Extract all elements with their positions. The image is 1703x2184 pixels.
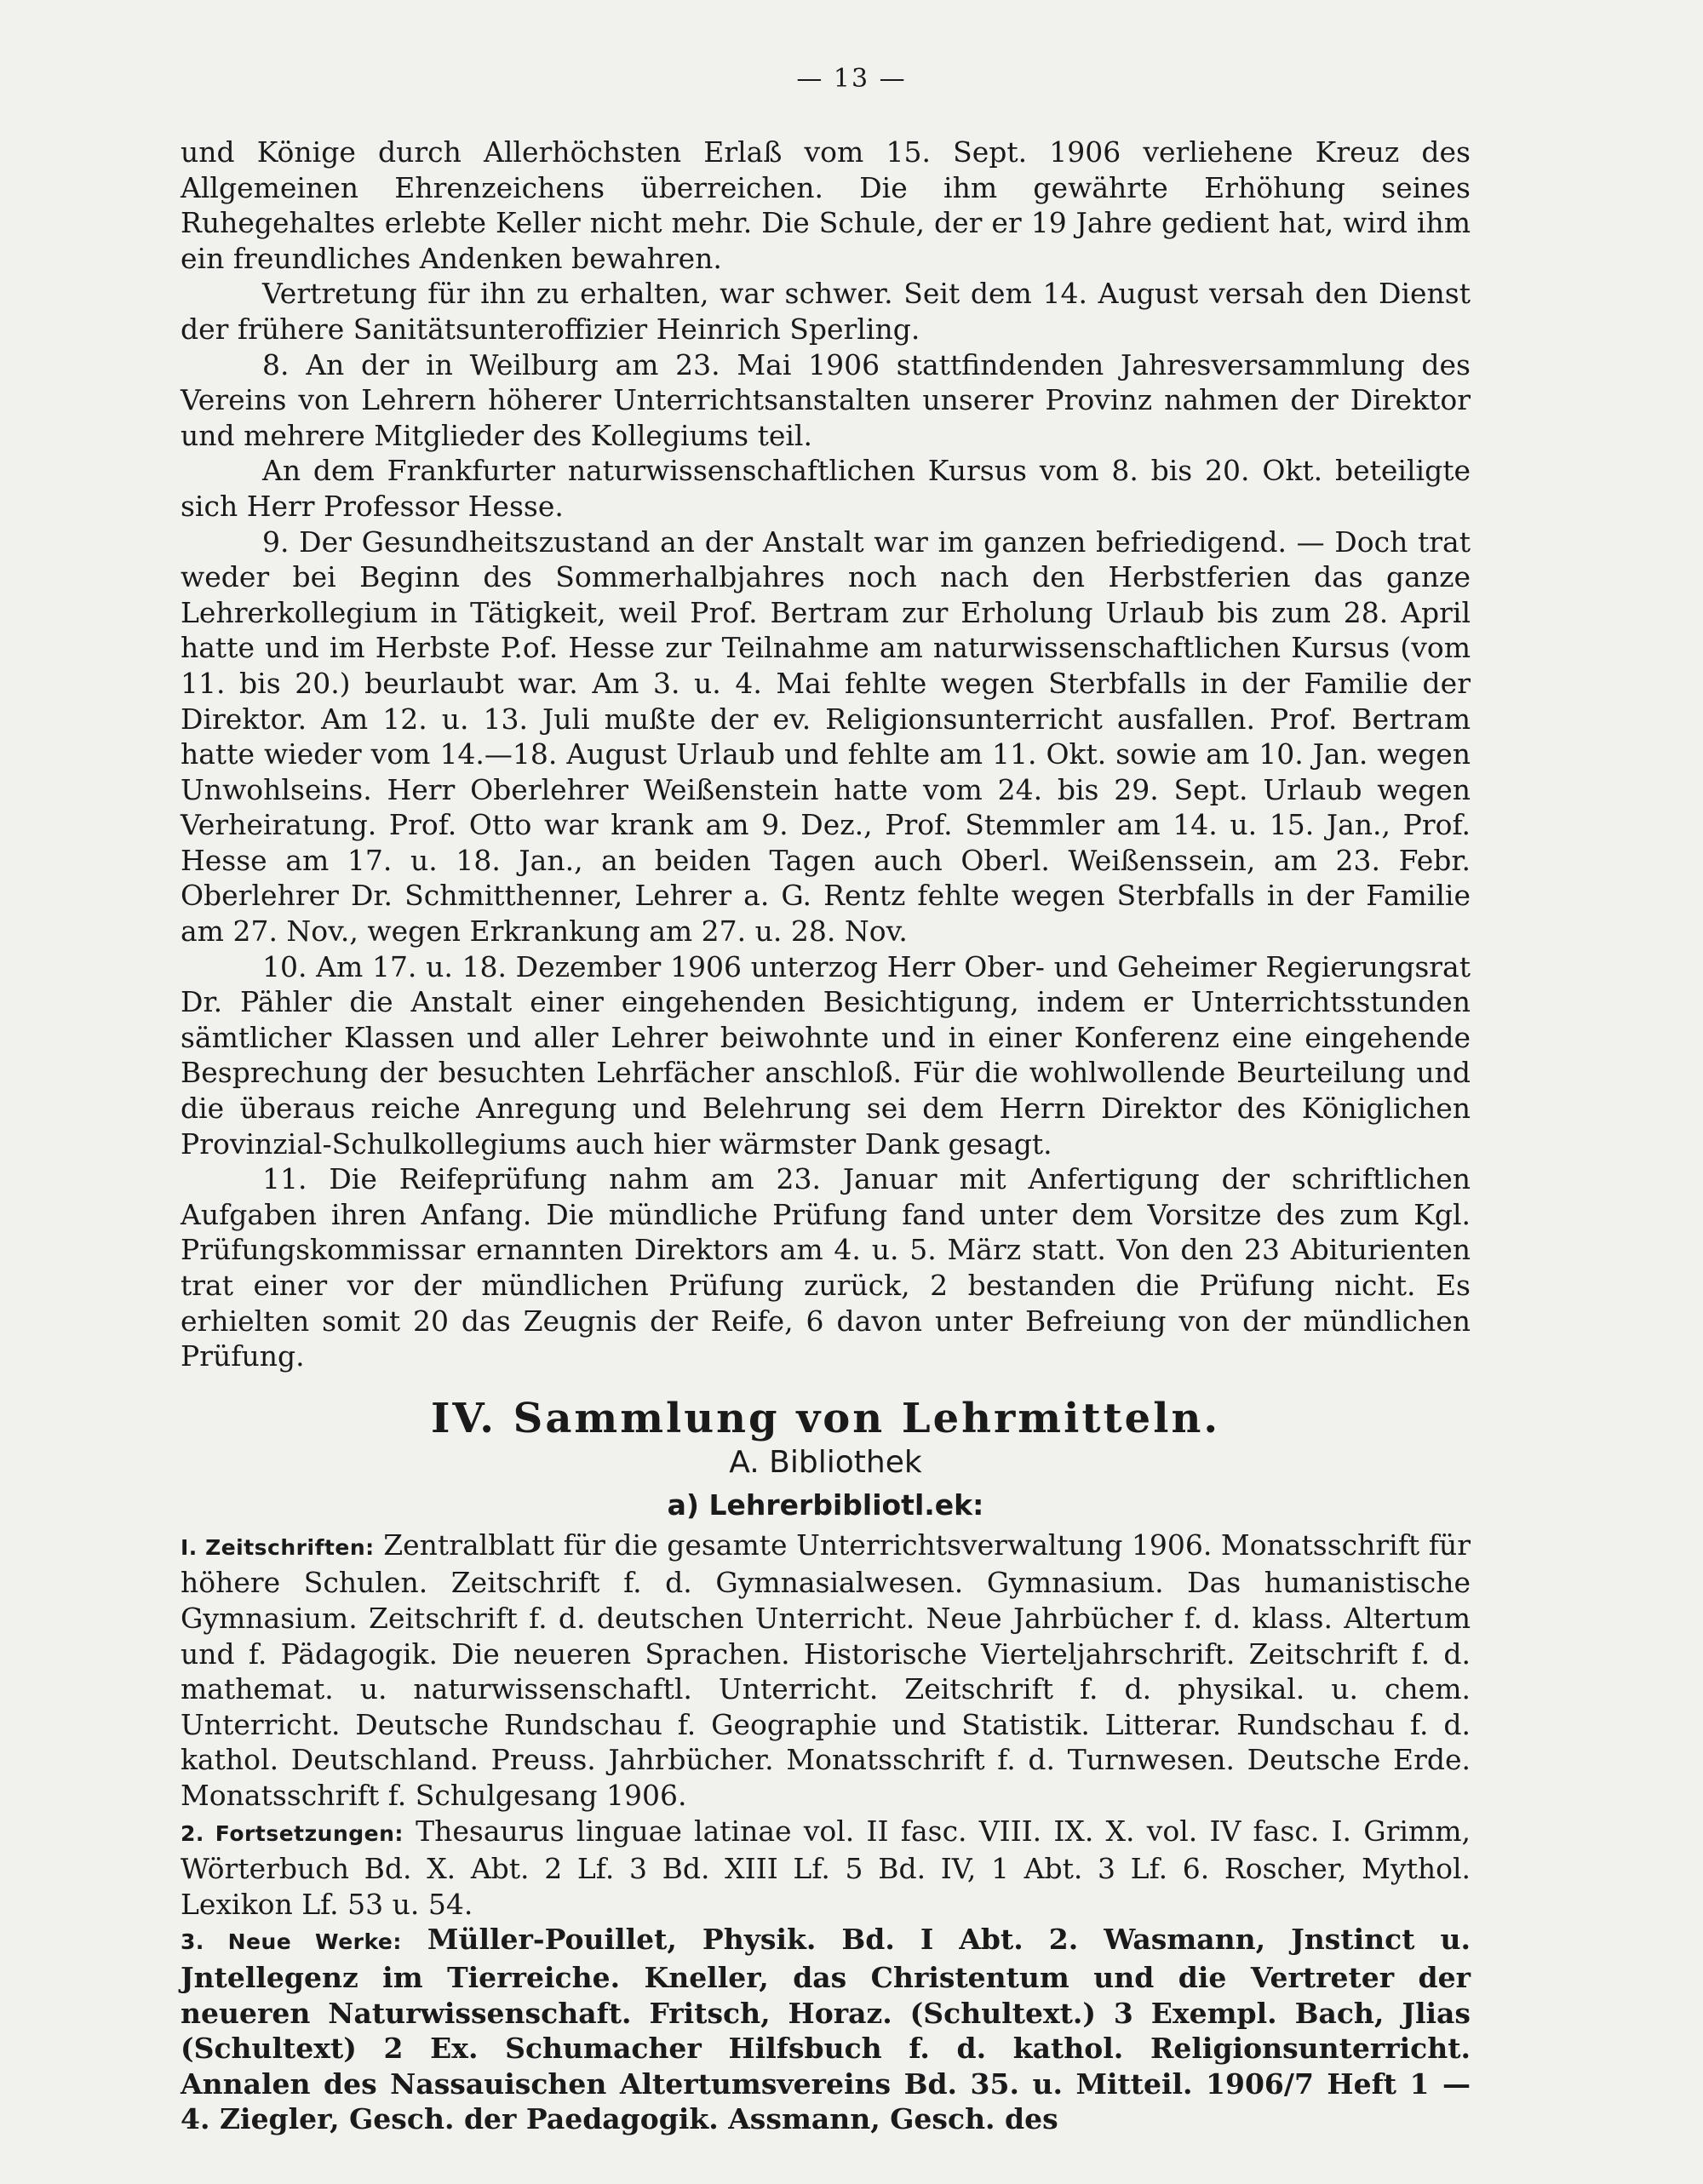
paragraph-1: und Könige durch Allerhöchsten Erlaß vom 15. Sept. 1906 verliehene Kreuz des Allgemeinen Ehrenzeichens überreichen. Die ihm gewährte Erhöhung seines Ruhegehaltes erlebte Keller nicht mehr. Die Schule, der er 19 Jahre gedient hat, wird ihm ein freundliches Andenken bewahren.	[181, 135, 1471, 275]
paragraph-3: 8. An der in Weilburg am 23. Mai 1906 stattfindenden Jahresversammlung des Vereins von Lehrern höherer Unterrichtsanstalten unserer Provinz nahmen der Direktor und mehrere Mitglieder des Kollegiums teil.	[181, 347, 1471, 452]
entry-label: I. Zeitschriften:	[181, 1534, 375, 1560]
paragraph-5: 9. Der Gesundheitszustand an der Anstalt war im ganzen befriedigend. — Doch trat weder bei Beginn des Sommerhalbjahres noch nach den Herbstferien das ganze Lehrerkollegium in Tätigkeit, weil Prof. Bertram zur Erholung Urlaub bis zum 28. April hatte und im Herbste P.of. Hesse zur Teilnahme am naturwissenschaftlichen Kursus (vom 11. bis 20.) beurlaubt war. Am 3. u. 4. Mai fehlte wegen Sterbfalls in der Familie der Direktor. Am 12. u. 13. Juli mußte der ev. Religionsunterricht ausfallen. Prof. Bertram hatte wieder vom 14.—18. August Urlaub und fehlte am 11. Okt. sowie am 10. Jan. wegen Unwohlseins. Herr Oberlehrer Weißenstein hatte vom 24. bis 29. Sept. Urlaub wegen Verheiratung. Prof. Otto war krank am 9. Dez., Prof. Stemmler am 14. u. 15. Jan., Prof. Hesse am 17. u. 18. Jan., an beiden Tagen auch Oberl. Weißenssein, am 23. Febr. Oberlehrer Dr. Schmitthenner, Lehrer a. G. Rentz fehlte wegen Sterbfalls in der Familie am 27. Nov., wegen Erkrankung am 27. u. 28. Nov.	[181, 525, 1471, 949]
paragraph-2: Vertretung für ihn zu erhalten, war schwer. Seit dem 14. August versah den Dienst der frühere Sanitätsunteroffizier Heinrich Sperling.	[181, 277, 1471, 346]
entry-text: Thesaurus linguae latinae vol. II fasc. VIII. IX. X. vol. IV fasc. I. Grimm, Wörterbuch Bd. X. Abt. 2 Lf. 3 Bd. XIII Lf. 5 Bd. IV, 1 Abt. 3 Lf. 6. Roscher, Mythol. Lexikon Lf. 53 u. 54.	[181, 1814, 1471, 1921]
entry-label: 3. Neue Werke:	[181, 1929, 402, 1955]
section-subheading: A. Bibliothek	[729, 1444, 922, 1480]
entry-fortsetzungen	[181, 1814, 1471, 1923]
section-subsubheading: a) Lehrerbibliotl.ek:	[667, 1488, 984, 1522]
paragraph-7: 11. Die Reifeprüfung nahm am 23. Januar mit Anfertigung der schriftlichen Aufgaben ihren Anfang. Die mündliche Prüfung fand unter dem Vorsitze des zum Kgl. Prüfungskommissar ernannten Direktors am 4. u. 5. März statt. Von den 23 Abiturienten trat einer vor der mündlichen Prüfung zurück, 2 bestanden die Prüfung nicht. Es erhielten somit 20 das Zeugnis der Reife, 6 davon unter Befreiung von der mündlichen Prüfung.	[181, 1162, 1471, 1373]
entry-label: 2. Fortsetzungen:	[181, 1820, 404, 1846]
entry-zeitschriften	[181, 1528, 1471, 1814]
entry-text: Müller-Pouillet, Physik. Bd. I Abt. 2. Wasmann, Jnstinct u. Jntellegenz im Tierreiche. Kneller, das Christentum und die Vertreter der neueren Naturwissenschaft. Fritsch, Horaz. (Schultext.) 3 Exempl. Bach, Jlias (Schultext) 2 Ex. Schumacher Hilfsbuch f. d. kathol. Religionsunterricht. Annalen des Nassauischen Altertumsvereins Bd. 35. u. Mitteil. 1906/7 Heft 1 — 4. Ziegler, Gesch. der Paedagogik. Assmann, Gesch. des	[181, 1923, 1471, 2136]
page-number: — 13 —	[796, 64, 907, 94]
entry-neue-werke	[181, 1922, 1471, 2137]
paragraph-4: An dem Frankfurter naturwissenschaftlichen Kursus vom 8. bis 20. Okt. beteiligte sich Herr Professor Hesse.	[181, 454, 1471, 523]
paragraph-6: 10. Am 17. u. 18. Dezember 1906 unterzog Herr Ober- und Geheimer Regierungsrat Dr. Pähler die Anstalt einer eingehenden Besichtigung, indem er Unterrichtsstunden sämtlicher Klassen und aller Lehrer beiwohnte und in einer Konferenz eine eingehende Besprechung der besuchten Lehrfächer anschloß. Für die wohlwollende Beurteilung und die überaus reiche Anregung und Belehrung sei dem Herrn Direktor des Königlichen Provinzial-Schulkollegiums auch hier wärmster Dank gesagt.	[181, 949, 1471, 1161]
entry-text: Zentralblatt für die gesamte Unterrichtsverwaltung 1906. Monatsschrift für höhere Schulen. Zeitschrift f. d. Gymnasialwesen. Gymnasium. Das humanistische Gymnasium. Zeitschrift f. d. deutschen Unterricht. Neue Jahrbücher f. d. klass. Altertum und f. Pädagogik. Die neueren Sprachen. Historische Vierteljahrschrift. Zeitschrift f. d. mathemat. u. naturwissenschaftl. Unterricht. Zeitschrift f. d. physikal. u. chem. Unterricht. Deutsche Rundschau f. Geographie und Statistik. Litterar. Rundschau f. d. kathol. Deutschland. Preuss. Jahrbücher. Monatsschrift f. d. Turnwesen. Deutsche Erde. Monatsschrift f. Schulgesang 1906.	[181, 1528, 1471, 1812]
section-heading: IV. Sammlung von Lehrmitteln.	[430, 1394, 1221, 1442]
page-body	[181, 135, 1471, 2137]
